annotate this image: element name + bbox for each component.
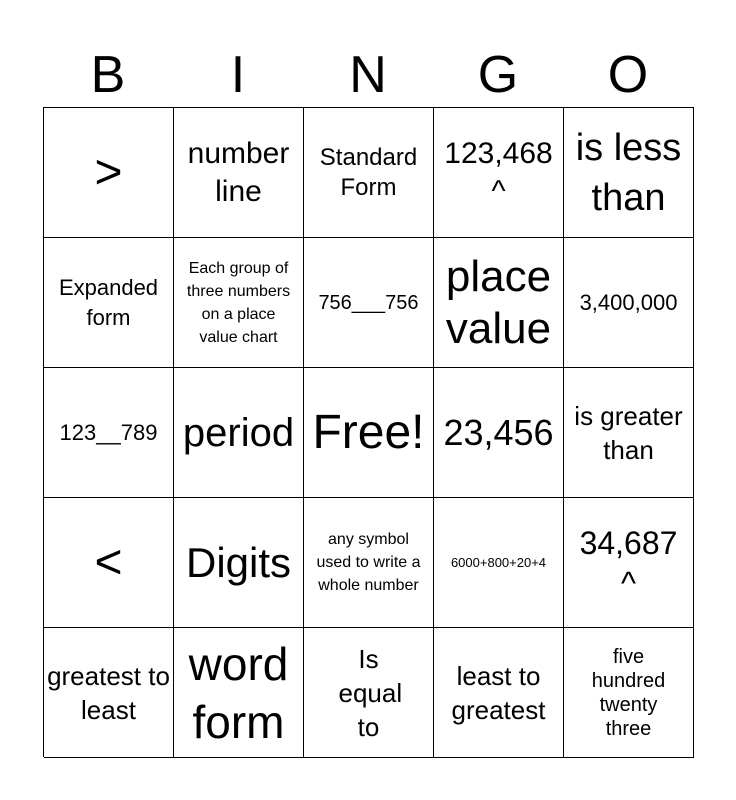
bingo-cell-text: five hundred twenty three bbox=[591, 645, 666, 740]
bingo-cell-text: Free! bbox=[312, 405, 425, 459]
header-letter-g: G bbox=[477, 46, 519, 104]
bingo-cell-text: word form bbox=[188, 637, 289, 748]
bingo-cell[interactable] bbox=[304, 628, 434, 758]
bingo-cell-text: 34,687 ^ bbox=[579, 524, 678, 601]
header-letter-i: I bbox=[230, 46, 246, 104]
bingo-cell[interactable] bbox=[564, 108, 694, 238]
bingo-cell-text: Is equal to bbox=[338, 643, 403, 742]
bingo-cell[interactable] bbox=[564, 368, 694, 498]
bingo-cell-text: 123,468 ^ bbox=[444, 136, 553, 208]
bingo-cell[interactable] bbox=[434, 628, 564, 758]
bingo-cell[interactable] bbox=[564, 238, 694, 368]
bingo-cell[interactable] bbox=[174, 628, 304, 758]
bingo-cell[interactable] bbox=[434, 108, 564, 238]
bingo-header bbox=[43, 44, 693, 106]
bingo-cell-text: > bbox=[94, 145, 123, 199]
bingo-cell-text: 23,456 bbox=[443, 411, 554, 453]
bingo-cell[interactable] bbox=[44, 238, 174, 368]
bingo-cell[interactable] bbox=[44, 498, 174, 628]
bingo-cell[interactable] bbox=[434, 368, 564, 498]
bingo-cell-text: least to greatest bbox=[451, 660, 546, 725]
bingo-cell-text: 756___756 bbox=[318, 291, 419, 314]
bingo-cell[interactable] bbox=[174, 108, 304, 238]
bingo-cell-text: period bbox=[182, 410, 295, 455]
bingo-cell-text: 6000+800+20+4 bbox=[450, 555, 547, 570]
bingo-cell[interactable] bbox=[174, 498, 304, 628]
header-letter-b: B bbox=[90, 46, 126, 104]
header-letter-o: O bbox=[607, 46, 649, 104]
bingo-cell[interactable] bbox=[44, 108, 174, 238]
bingo-cell-text: is greater than bbox=[574, 400, 683, 465]
bingo-cell[interactable] bbox=[434, 498, 564, 628]
bingo-cell-text: greatest to least bbox=[47, 660, 170, 725]
bingo-cell-text: number line bbox=[187, 136, 290, 208]
bingo-cell-text: Standard Form bbox=[319, 143, 418, 201]
bingo-cell-text: place value bbox=[445, 251, 552, 353]
header-letter-n: N bbox=[349, 46, 387, 104]
bingo-cell[interactable] bbox=[44, 368, 174, 498]
bingo-cell[interactable] bbox=[304, 238, 434, 368]
bingo-cell[interactable] bbox=[44, 628, 174, 758]
bingo-cell-text: 3,400,000 bbox=[579, 289, 678, 315]
bingo-cell-text: Expanded form bbox=[58, 274, 159, 330]
bingo-card-grid bbox=[43, 107, 694, 757]
bingo-cell-text: < bbox=[94, 535, 123, 589]
bingo-cell[interactable] bbox=[434, 238, 564, 368]
bingo-cell-text: 123__789 bbox=[59, 419, 158, 445]
bingo-cell[interactable] bbox=[174, 368, 304, 498]
bingo-cell[interactable] bbox=[304, 498, 434, 628]
bingo-cell[interactable] bbox=[564, 498, 694, 628]
bingo-cell-text: Digits bbox=[185, 538, 292, 586]
bingo-cell-text: Each group of three numbers on a place value chart bbox=[186, 259, 291, 346]
bingo-cell[interactable] bbox=[174, 238, 304, 368]
bingo-cell[interactable] bbox=[304, 368, 434, 498]
bingo-cell[interactable] bbox=[564, 628, 694, 758]
bingo-cell-text: is less than bbox=[575, 126, 682, 219]
bingo-cell[interactable] bbox=[304, 108, 434, 238]
bingo-cell-text: any symbol used to write a whole number bbox=[316, 531, 421, 594]
